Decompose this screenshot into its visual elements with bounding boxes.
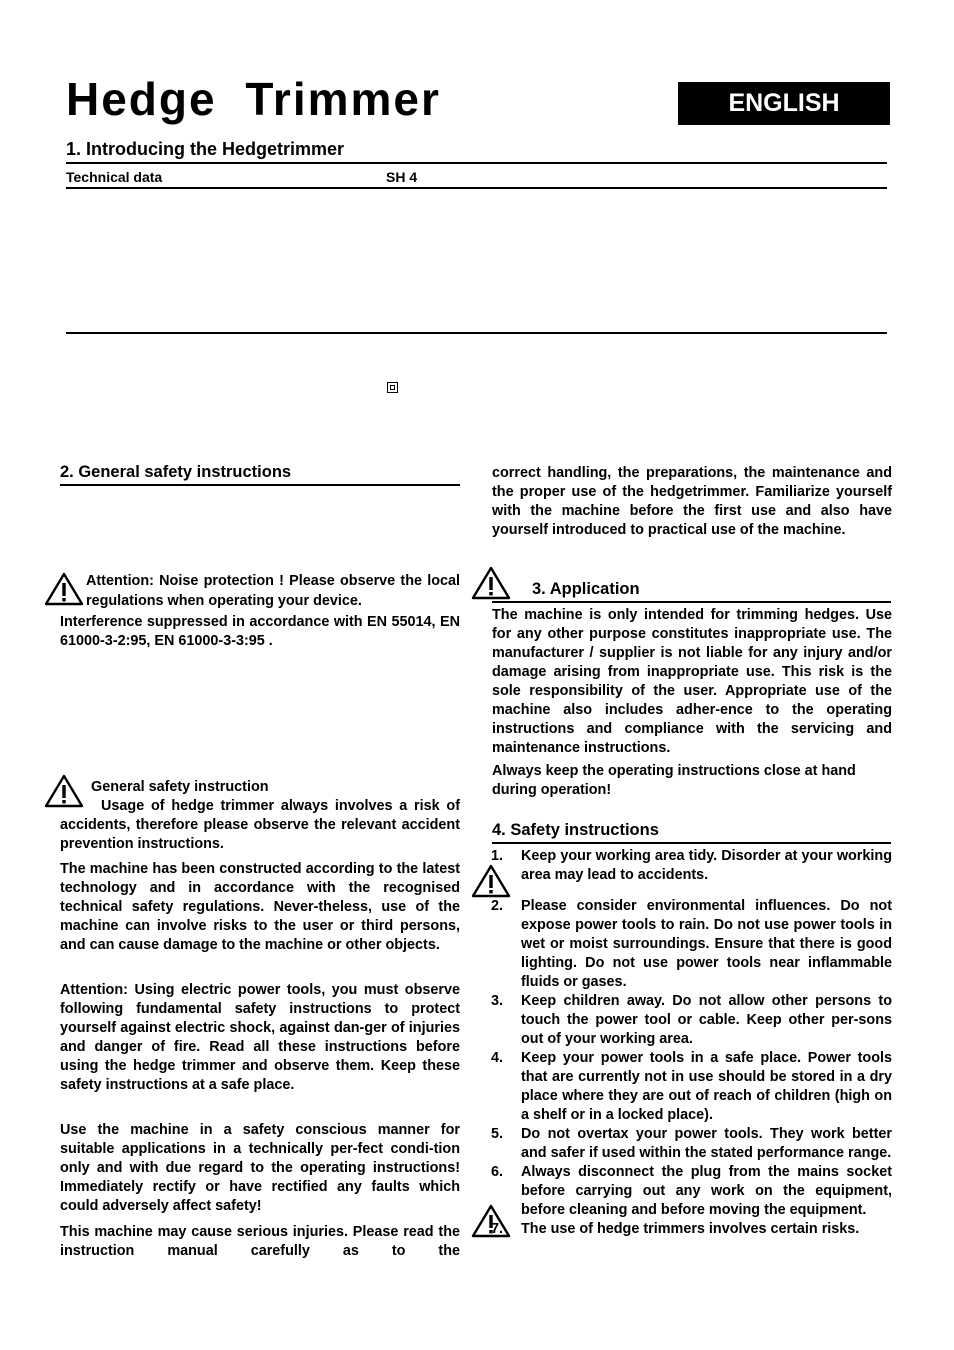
item-text: Keep your power tools in a safe place. Power tools that are currently not in use should be stored in a dry place where they are out of reach of children (high on a shelf or in a locked place). (521, 1050, 892, 1123)
divider (492, 842, 891, 844)
divider (66, 162, 887, 164)
list-item (491, 847, 892, 885)
application-text-2: Always keep the operating instructions close at hand during operation! (492, 763, 856, 798)
model-label: SH 4 (386, 169, 418, 185)
paragraph-attention: Attention: Using electric power tools, you must observe following fundamental safety instructions to protect yourself against electric shock, against dan-ger of injuries and danger of fire. Read all these instructions before using the hedge trimmer and observe them. Keep these safety instructions at a safe place. (60, 982, 460, 1093)
general-safety-text: Usage of hedge trimmer always involves a risk of accidents, therefore please observe the relevant accident prevention instructions. (60, 798, 460, 852)
section-3-heading: 3. Application (532, 580, 640, 598)
list-item (491, 1220, 892, 1239)
general-safety-heading: General safety instruction (91, 779, 269, 795)
item-text: Keep children away. Do not allow other persons to touch the power tool or cable. Keep other per-sons out of your working area. (521, 993, 892, 1047)
paragraph-continued: correct handling, the preparations, the maintenance and the proper use of the hedgetrimmer. Familiarize yourself with the machine before the first use and also have yourself introduced to practical use of the machine. (492, 465, 892, 538)
divider (60, 484, 460, 486)
language-badge (678, 82, 890, 125)
section-4-heading: 4. Safety instructions (492, 821, 659, 839)
divider (492, 601, 891, 603)
item-text: Do not overtax your power tools. They work better and safer if used within the stated performance range. (521, 1126, 892, 1161)
divider (66, 187, 887, 189)
list-item (491, 897, 892, 992)
paragraph-injuries: This machine may cause serious injuries. Please read the instruction manual carefully as to the (60, 1224, 460, 1259)
item-number: 7. (491, 1221, 504, 1237)
item-number: 2. (491, 898, 504, 914)
language-label: ENGLISH (728, 89, 840, 117)
item-text: Always disconnect the plug from the mains socket before carrying out any work on the equipment, before cleaning and before moving the equipment. (521, 1164, 892, 1218)
item-text: Please consider environmental influences. Do not expose power tools to rain. Do not use power tools in wet or moist surroundings. Ensure that there is good lighting. Do not use power tools near inflammable fluids or gases. (521, 898, 892, 990)
technical-data-label: Technical data (66, 169, 163, 185)
item-number: 4. (491, 1050, 504, 1066)
section-1-heading: 1. Introducing the Hedgetrimmer (66, 139, 345, 159)
warning-triangle-icon (44, 572, 84, 606)
paragraph-use: Use the machine in a safety conscious manner for suitable applications in a technically per-fect condi-tion only and with due regard to the operating instructions! Immediately rectify or have rectified any faults which could adversely affect safety! (60, 1122, 460, 1214)
item-number: 5. (491, 1126, 504, 1142)
interference-text: Interference suppressed in accordance with EN 55014, EN 61000-3-2:95, EN 61000-3-3:95 . (60, 614, 460, 649)
section-2-heading: 2. General safety instructions (60, 463, 292, 481)
warning-triangle-icon (471, 566, 511, 600)
list-item (491, 1125, 892, 1163)
noise-attention-text: Attention: Noise protection ! Please observe the local regulations when operating your device. (86, 573, 460, 609)
application-text: The machine is only intended for trimming hedges. Use for any other purpose constitutes inappropriate use. The manufacturer / supplier is not liable for any injury and/or damage arising from inappropriate use. This risk is the sole responsibility of the user. Appropriate use of the machine also includes adher-ence to the operating instructions and compliance with the servicing and maintenance instructions. (492, 607, 892, 756)
double-insulation-icon (387, 382, 398, 393)
item-text: The use of hedge trimmers involves certain risks. (521, 1221, 860, 1237)
item-number: 1. (491, 848, 504, 864)
list-item (491, 1163, 892, 1220)
list-item (491, 992, 892, 1049)
divider (66, 332, 887, 334)
item-number: 6. (491, 1164, 504, 1180)
list-item (491, 1049, 892, 1125)
page-title: Hedge Trimmer (66, 73, 441, 125)
safety-instructions-list (491, 847, 892, 1239)
item-text: Keep your working area tidy. Disorder at your working area may lead to accidents. (521, 848, 892, 883)
item-number: 3. (491, 993, 504, 1009)
paragraph-constructed: The machine has been constructed according to the latest technology and in accordance with the recognised technical safety regulations. Never-theless, use of the machine can involve risks to the user or third persons, and can cause damage to the machine or other objects. (60, 861, 460, 953)
